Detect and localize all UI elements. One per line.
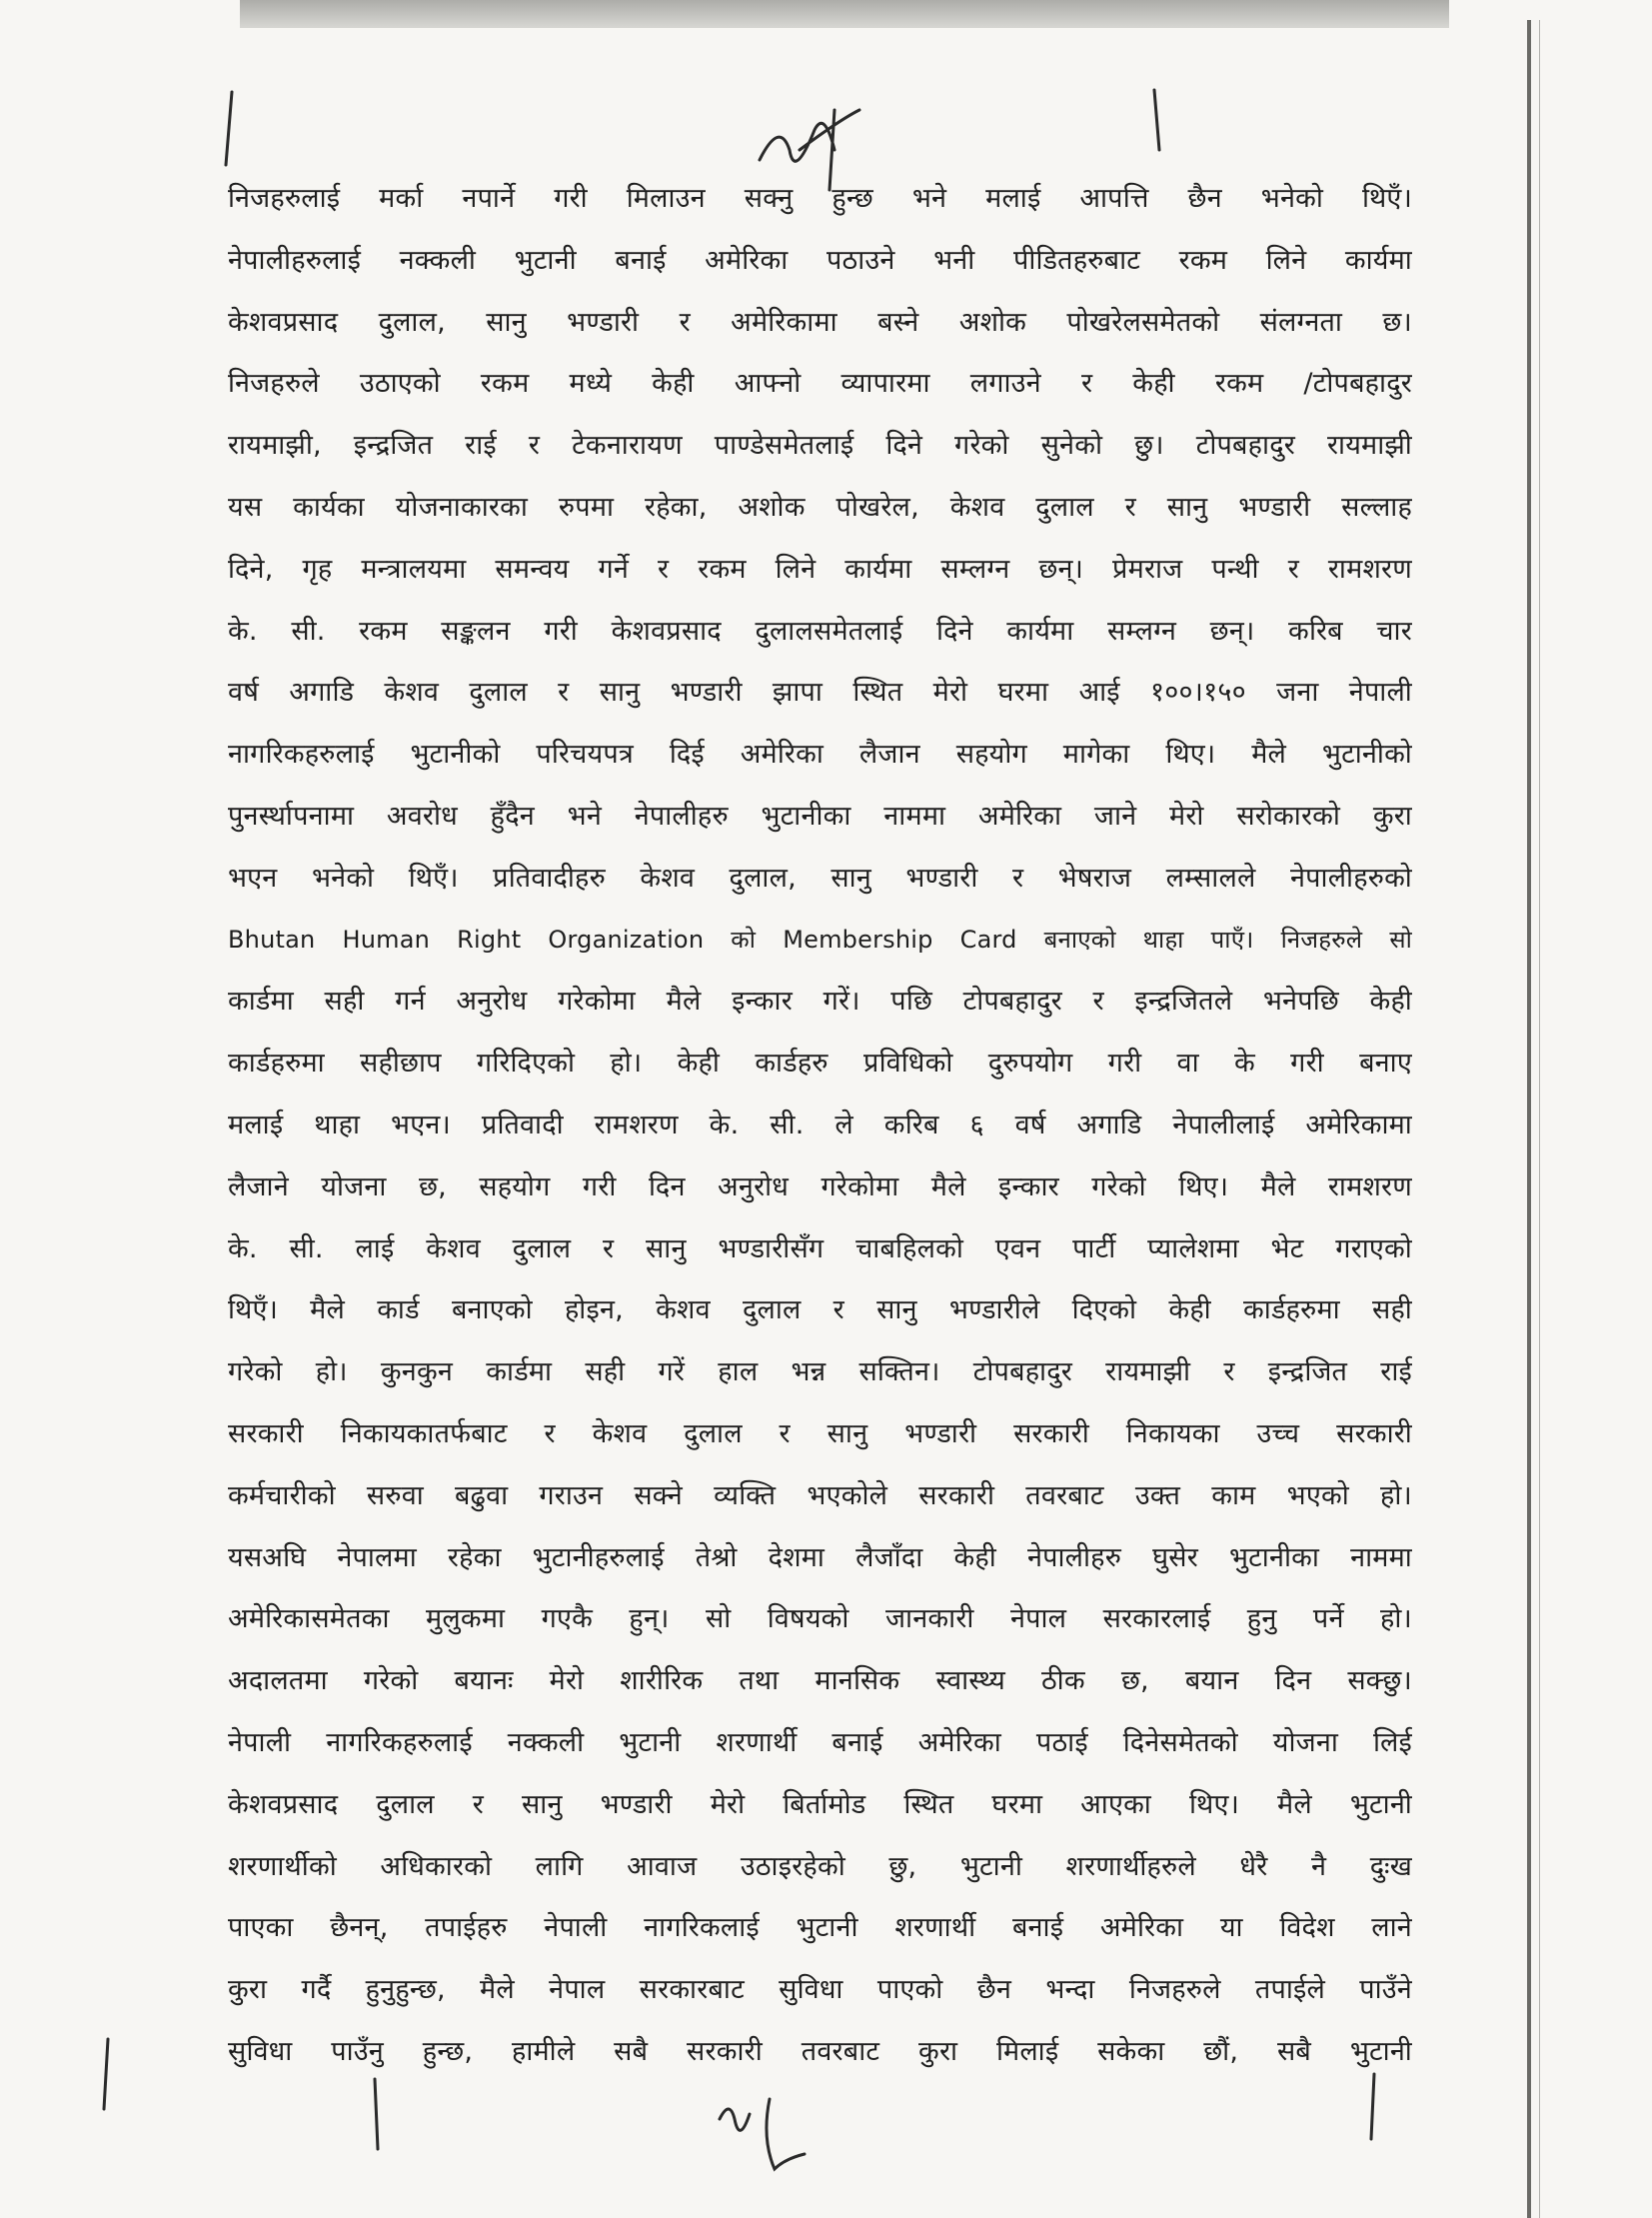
text-line: कार्डमा सही गर्न अनुरोध गरेकोमा मैले इन्कार गरें। पछि टोपबहादुर र इन्द्रजितले भनेपछि केही [228,986,1412,1018]
text-line: पाएका छैनन्, तपाईहरु नेपाली नागरिकलाई भुटानी शरणार्थी बनाई अमेरिका या विदेश लाने [228,1912,1412,1944]
text-line: निजहरुलाई मर्का नपार्ने गरी मिलाउन सक्नु हुन्छ भने मलाई आपत्ति छैन भनेको थिएँ। [228,183,1412,214]
margin-mark-left-top [226,92,232,165]
text-line: कुरा गर्दै हुनुहुन्छ, मैले नेपाल सरकारबाट सुविधा पाएको छैन भन्दा निजहरुले तपाईले पाउँने [228,1974,1412,2006]
text-line: के. सी. रकम सङ्कलन गरी केशवप्रसाद दुलालसमेतलाई दिने कार्यमा सम्लग्न छन्। करिब चार [228,615,1412,647]
scan-shadow-top [240,0,1449,28]
text-line: केशवप्रसाद दुलाल, सानु भण्डारी र अमेरिकामा बस्ने अशोक पोखरेलसमेतको संलग्नता छ। [228,306,1412,338]
text-line: मलाई थाहा भएन। प्रतिवादी रामशरण के. सी. ले करिब ६ वर्ष अगाडि नेपालीलाई अमेरिकामा [228,1109,1412,1140]
text-line: यस कार्यका योजनाकारका रुपमा रहेका, अशोक पोखरेल, केशव दुलाल र सानु भण्डारी सल्लाह [228,491,1412,523]
text-line: निजहरुले उठाएको रकम मध्ये केही आफ्नो व्यापारमा लगाउने र केही रकम /टोपबहादुर [228,368,1412,400]
text-line: वर्ष अगाडि केशव दुलाल र सानु भण्डारी झापा स्थित मेरो घरमा आई १००।१५० जना नेपाली [228,677,1412,709]
text-line: सुविधा पाउँनु हुन्छ, हामीले सबै सरकारी तवरबाट कुरा मिलाई सकेका छौं, सबै भुटानी [228,2035,1412,2067]
page-edge-line [1527,20,1531,2218]
document-body [228,168,1412,2083]
text-line: नागरिकहरुलाई भुटानीको परिचयपत्र दिई अमेरिका लैजान सहयोग मागेका थिए। मैले भुटानीको [228,739,1412,771]
text-line: Bhutan Human Right Organization को Membership Card बनाएको थाहा पाएँ। निजहरुले सो [228,925,1412,954]
signature-bottom [720,2099,805,2169]
text-line: कर्मचारीको सरुवा बढुवा गराउन सक्ने व्यक्ति भएकोले सरकारी तवरबाट उक्त काम भएको हो। [228,1479,1412,1511]
text-line: कार्डहरुमा सहीछाप गरिदिएको हो। केही कार्डहरु प्रविधिको दुरुपयोग गरी वा के गरी बनाए [228,1048,1412,1080]
text-line: अमेरिकासमेतका मुलुकमा गएकै हुन्। सो विषयको जानकारी नेपाल सरकारलाई हुनु पर्ने हो। [228,1603,1412,1635]
text-line: शरणार्थीको अधिकारको लागि आवाज उठाइरहेको छु, भुटानी शरणार्थीहरुले धेरै नै दुःख [228,1850,1412,1882]
text-line: थिएँ। मैले कार्ड बनाएको होइन, केशव दुलाल र सानु भण्डारीले दिएको केही कार्डहरुमा सही [228,1294,1412,1326]
text-line: सरकारी निकायकातर्फबाट र केशव दुलाल र सानु भण्डारी सरकारी निकायका उच्च सरकारी [228,1417,1412,1449]
text-line: यसअघि नेपालमा रहेका भुटानीहरुलाई तेश्रो देशमा लैजाँदा केही नेपालीहरु घुसेर भुटानीका नाममा [228,1541,1412,1573]
text-line: लैजाने योजना छ, सहयोग गरी दिन अनुरोध गरेकोमा मैले इन्कार गरेको थिए। मैले रामशरण [228,1170,1412,1202]
text-line: दिने, गृह मन्त्रालयमा समन्वय गर्ने र रकम लिने कार्यमा सम्लग्न छन्। प्रेमराज पन्थी र रामशरण [228,553,1412,585]
text-line: के. सी. लाई केशव दुलाल र सानु भण्डारीसँग चाबहिलको एवन पार्टी प्यालेशमा भेट गराएको [228,1232,1412,1264]
text-line: गरेको हो। कुनकुन कार्डमा सही गरें हाल भन्न सक्तिन। टोपबहादुर रायमाझी र इन्द्रजित राई [228,1356,1412,1388]
text-line: रायमाझी, इन्द्रजित राई र टेकनारायण पाण्डेसमेतलाई दिने गरेको सुनेको छु। टोपबहादुर रायमाझी [228,430,1412,462]
margin-mark-bottom [375,2079,378,2149]
text-line: पुनर्स्थापनामा अवरोध हुँदैन भने नेपालीहरु भुटानीका नाममा अमेरिका जाने मेरो सरोकारको कुरा [228,800,1412,832]
text-line: नेपाली नागरिकहरुलाई नक्कली भुटानी शरणार्थी बनाई अमेरिका पठाई दिनेसमेतको योजना लिई [228,1726,1412,1758]
text-line: केशवप्रसाद दुलाल र सानु भण्डारी मेरो बिर्तामोड स्थित घरमा आएका थिए। मैले भुटानी [228,1788,1412,1820]
text-line: अदालतमा गरेको बयानः मेरो शारीरिक तथा मानसिक स्वास्थ्य ठीक छ, बयान दिन सक्छु। [228,1665,1412,1697]
text-line: भएन भनेको थिएँ। प्रतिवादीहरु केशव दुलाल, सानु भण्डारी र भेषराज लम्सालले नेपालीहरुको [228,862,1412,894]
margin-mark-bottom-right [1371,2074,1374,2139]
margin-mark-bottom-left [104,2039,108,2109]
margin-mark-right-top [1154,90,1159,150]
page-edge-line-faint [1539,20,1540,2218]
text-line: नेपालीहरुलाई नक्कली भुटानी बनाई अमेरिका पठाउने भनी पीडितहरुबाट रकम लिने कार्यमा [228,244,1412,276]
